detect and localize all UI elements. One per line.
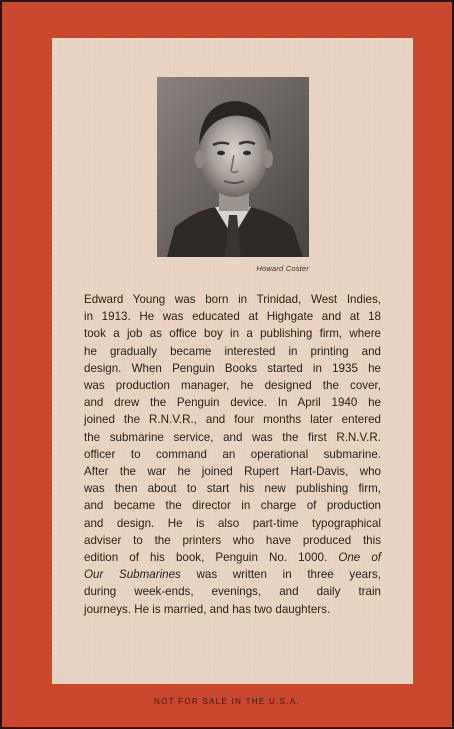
- bio-line: officer to command an operational submarine.: [84, 447, 381, 461]
- photo-credit: Howard Coster: [256, 264, 309, 273]
- portrait-image: [157, 77, 309, 257]
- bio-line: took a job as office boy in a publishing firm, where: [84, 327, 381, 341]
- bio-line: was production manager, he designed the cover,: [84, 379, 381, 393]
- bio-line: during week-ends, evenings, and daily train: [84, 585, 381, 599]
- bio-line: and became the director in charge of production: [84, 499, 381, 513]
- bio-line: joined the R.N.V.R., and four months later entered: [84, 413, 381, 427]
- bio-line: he gradually became interested in printing and: [84, 344, 381, 358]
- bio-line: was then about to start his new publishing firm,: [84, 482, 381, 496]
- bio-line: the submarine service, and was the first R.N.V.R.: [84, 430, 381, 444]
- book-title-suffix: Our Submarines: [84, 568, 181, 582]
- book-title-prefix: One of: [338, 551, 381, 565]
- sale-restriction-notice: NOT FOR SALE IN THE U.S.A.: [154, 697, 300, 706]
- bio-line: in 1913. He was educated at Highgate and at 18: [84, 310, 381, 324]
- bio-line: After the war he joined Rupert Hart-Davis, who: [84, 465, 381, 479]
- bio-line: adviser to the printers who have produced this: [84, 533, 381, 547]
- bio-line: and design. He is also part-time typographical: [84, 516, 381, 530]
- book-back-cover: [2, 2, 452, 727]
- bio-line: journeys. He is married, and has two daughters.: [84, 602, 331, 616]
- author-portrait-photo: [157, 77, 309, 257]
- bio-line-text: was written in three years,: [180, 568, 381, 582]
- biography-panel: [52, 38, 413, 684]
- author-biography: [84, 291, 381, 618]
- bio-line-text: edition of his book, Penguin No. 1000.: [84, 551, 328, 565]
- bio-line-with-title: [84, 566, 381, 583]
- bio-line-with-title: [84, 549, 381, 566]
- bio-line: and drew the Penguin device. In April 1940 he: [84, 396, 381, 410]
- bio-line: Edward Young was born in Trinidad, West Indies,: [84, 293, 381, 306]
- bio-line: design. When Penguin Books started in 1935 he: [84, 361, 381, 375]
